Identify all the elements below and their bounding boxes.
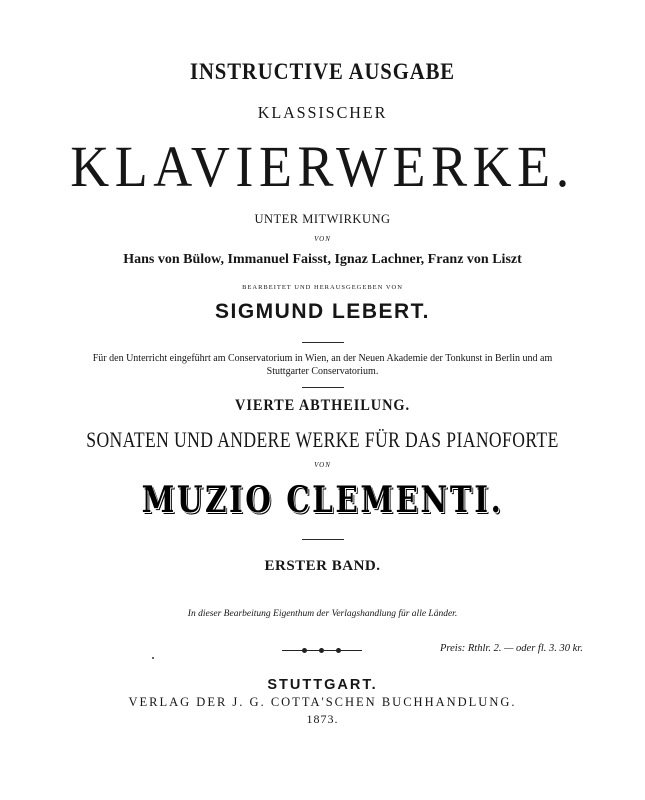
- editor-name: SIGMUND LEBERT.: [214, 300, 430, 323]
- composer-name: MUZIO CLEMENTI.: [141, 479, 504, 521]
- series-title-line1: INSTRUCTIVE AUSGABE: [189, 59, 455, 84]
- division-heading: VIERTE ABTHEILUNG.: [235, 397, 410, 414]
- von-label: VON: [314, 461, 331, 469]
- publisher-name: VERLAG DER J. G. COTTA'SCHEN BUCHHANDLUNG.: [128, 695, 517, 709]
- publication-year: 1873.: [306, 712, 339, 726]
- ornament-divider: [282, 647, 362, 653]
- adoption-note-line1: Für den Unterricht eingeführt am Conservatorium in Wien, an der Neuen Akademie der Tonkunst in Berlin und am: [92, 353, 553, 364]
- divider-rule: [302, 539, 344, 540]
- publication-city: STUTTGART.: [267, 677, 378, 693]
- price-note: Preis: Rthlr. 2. — oder fl. 3. 30 kr.: [440, 643, 583, 654]
- series-title-line2: KLASSISCHER: [257, 103, 388, 122]
- volume-label: ERSTER BAND.: [264, 558, 381, 574]
- collaboration-label: UNTER MITWIRKUNG: [254, 212, 391, 226]
- divider-rule: [302, 342, 344, 343]
- paper-speck: [152, 657, 154, 659]
- adoption-note-line2: Stuttgarter Conservatorium.: [266, 366, 379, 377]
- divider-rule: [302, 387, 344, 388]
- rights-notice: In dieser Bearbeitung Eigenthum der Verlagshandlung für alle Länder.: [187, 609, 458, 619]
- edited-by-label: BEARBEITET UND HERAUSGEGEBEN VON: [242, 284, 403, 291]
- contributors-list: Hans von Bülow, Immanuel Faisst, Ignaz Lachner, Franz von Liszt: [123, 252, 522, 267]
- main-title: KLAVIERWERKE.: [70, 134, 575, 199]
- subject-heading: SONATEN UND ANDERE WERKE FÜR DAS PIANOFORTE: [86, 427, 559, 452]
- von-label: VON: [314, 235, 331, 243]
